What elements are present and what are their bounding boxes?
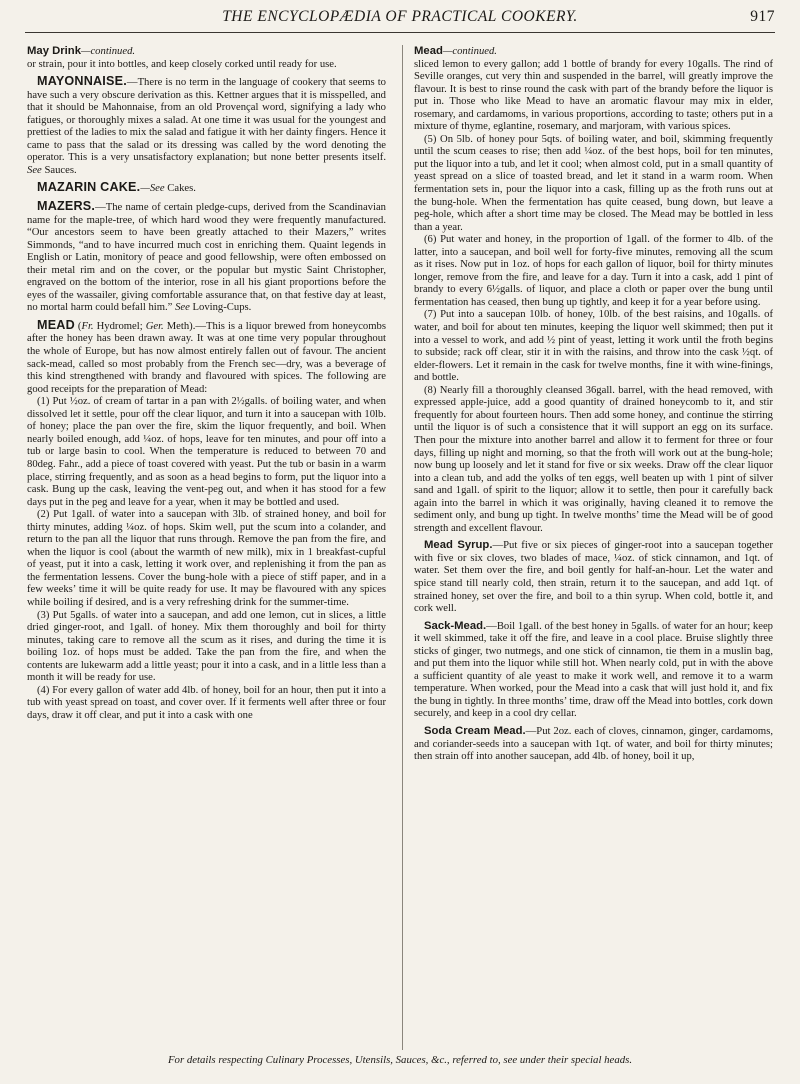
entry-text: —Put five or six pieces of ginger-root into a saucepan together with five or six cloves, two blades of mace, ¼oz. of stick cinnamon, and 1qt. of water. Set them over the fire, and boil gently for half-an-hour. Let the water and spice stand till nearly cold, then strain, return it to the saucepan, and add 1qt. of strained honey, set over the fire, and boil to a thin syrup. When cold, bottle it, and cork well. (414, 540, 773, 615)
cross-reference: Loving-Cups. (192, 302, 252, 314)
two-column-body (27, 45, 774, 1050)
page-footer-note: For details respecting Culinary Processes, Utensils, Sauces, &c., referred to, see under their special heads. (167, 1054, 633, 1066)
recipe-8: (8) Nearly fill a thoroughly cleansed 36gall. barrel, with the head removed, with expressed apple-juice, add a good quantity of drained honeycomb to it, and stir frequently for about fourteen hours. Then add some honey, and continue the stirring until the liquor is of such a consistence that it will support an egg on its surface. Then pour the mixture into another barrel and allow it to ferment for three or four days, filling up night and morning, so that the froth will work out at the bung-hole; now bung up loosely and let it stand for five or six weeks. Draw off the clear liquor into a clean tub, and add the yolks of ten eggs, well beaten up with 1 pint of silver sand and 1gall. of spirit to the liquor; allow it to settle, then pour it carefully back again into the barrel in which it was originally, having cleaned it to remove the sediment only, and bung up tight. In twelve months’ time the Mead will be of good strength and excellent flavour. (414, 384, 773, 534)
entry-heading: MAZERS. (37, 199, 96, 214)
recipe-7: (7) Put into a saucepan 10lb. of honey, 10lb. of the best raisins, and 10galls. of water, and boil for about ten minutes, keeping the liquor well skimmed; then put it into a vessel to work, and add ½ pint of yeast, letting it work until the froth begins to subside; rack off clear, stir it in with the raisins, and throw into the cask ½qt. of elder-flowers. Let it remain in the cask for twelve months, fine it with wine-finings, and bottle. (414, 309, 773, 384)
entry-text: —The name of certain pledge-cups, derived from the Scandinavian name for the maple-tree, of which hard wood they were frequently manufactured. “Our ancestors seem to have been greatly attached to their Mazers,” writes Simmonds, “and to have incurred much cost in enriching them. Quaint legends in English or Latin, monitory of peace and good fellowship, were often embossed on their metal rim and on the cover, or the popular but mystic Saint Christopher, engraved on the bottom of the interior, rose in all his giant proportions before the eyes of the wassailer, giving comfortable assurance that, on that festive day at least, no mortal harm could befall him.” (27, 202, 386, 314)
entry-mead-continued: Mead—continued. sliced lemon to every gallon; add 1 bottle of brandy for every 10galls. The rind of Seville oranges, cut very thin and suspended in the barrel, will greatly improve the flavour. It is best to rinse round the cask with part of the brandy before the liquor is put in. Those who like Mead to have an aromatic flavour may mix in elder, rosemary, and cardamoms, in various proportions, according to taste; others put in a mixture of thyme, eglantine, rosemary, and marjoram, with various spices. (414, 45, 773, 133)
entry-mazarin-cake: MAZARIN CAKE.—See Cakes. (37, 180, 196, 195)
entry-heading: MEAD (37, 317, 75, 332)
entry-heading: Mead (414, 45, 443, 57)
entry-heading: MAYONNAISE. (37, 74, 127, 89)
header-rule (25, 32, 775, 33)
running-header (25, 8, 775, 30)
entry-heading: Sack-Mead. (424, 619, 487, 632)
entry-heading: MAZARIN CAKE. (37, 180, 141, 195)
page-number: 917 (750, 8, 775, 25)
entry-mazers: MAZERS.—The name of certain pledge-cups, derived from the Scandinavian name for the maple-tree, of which hard wood they were frequently manufactured. “Our ancestors seem to have been greatly attached to their Mazers,” writes Simmonds, “and to have incurred much cost in enriching them. Quaint legends in English or Latin, monitory of peace and good fellowship, were often embossed on their metal rim and on the cover, or the popular but mystic Saint Christopher, engraved on the bottom of the interior, rose in all his giant proportions before the eyes of the wassailer, giving comfortable assurance that, on that festive day at least, no mortal harm could befall him.” See Loving-Cups. (27, 199, 386, 314)
cross-reference: Sauces. (44, 164, 77, 176)
entry-text: —Boil 1gall. of the best honey in 5galls. of water for an hour; keep it well skimmed, take it off the fire, and leave in a cool place. Bruise slightly three sticks of ginger, two nutmegs, and one stick of cinnamon, tie them in a muslin bag, and put them into the liquor while still hot. When nearly cold, put in with the above a sufficient quantity of ale yeast to make it work well, and remove it to a warm temperature. When worked, pour the Mead into a cask that will just hold it, and fix the bung in tightly. In three months’ time, draw off the Mead into bottles, cork down securely, and keep in a cool dry cellar. (414, 620, 773, 720)
entry-heading: Mead Syrup. (424, 539, 493, 552)
recipe-4-continued: sliced lemon to every gallon; add 1 bottle of brandy for every 10galls. The rind of Seville oranges, cut very thin and suspended in the barrel, will greatly improve the flavour. It is best to rinse round the cask with part of the brandy before the liquor is put in. Those who like Mead to have an aromatic flavour may mix in elder, rosemary, and cardamoms, in various proportions, according to taste; others put in a mixture of thyme, eglantine, rosemary, and marjoram, with various spices. (414, 58, 773, 133)
recipe-4: (4) For every gallon of water add 4lb. of honey, boil for an hour, then put it into a tub with yeast spread on toast, and cover over. If it ferments well after three or four days, draw it off clear, and put it into a cask with one (27, 684, 386, 721)
entry-text: —Put 2oz. each of cloves, cinnamon, ginger, cardamoms, and coriander-seeds into a saucepan with 1qt. of water, and boil for thirty minutes; then strain off into another saucepan, add 4lb. of honey, boil it up, (414, 725, 773, 763)
recipe-2: (2) Put 1gall. of water into a saucepan with 3lb. of strained honey, and boil for thirty minutes, adding ¼oz. of hops. Skim well, put the scum into a colander, and return to the pan all the liquor that runs through. Remove the pan from the fire, and when the liquor is cool (about the warmth of new milk), mix in 1 breakfast-cupful of yeast, put it into a cask, letting it work over, and replenishing it from the pan as the fermentation lessens. Cover the bung-hole with a piece of stiff paper, and in a few weeks’ time it will be quite ready for use. It may be flavoured with any spices while boiling if desired, and is a very refreshing drink for the summer-time. (27, 509, 386, 608)
recipe-3: (3) Put 5galls. of water into a saucepan, and add one lemon, cut in slices, a little dried ginger-root, and 1gall. of honey. Mix them thoroughly and boil for thirty minutes, taking care to remove all the scum as it rises, and during the time it is boiling 1oz. of hops must be added. Take the pan from the fire, and when the contents are lukewarm add a little yeast; pour it into a cask, and in a little less than a month it will be ready for use. (27, 609, 386, 684)
entry-heading: Soda Cream Mead. (424, 724, 526, 737)
entry-text: —There is no term in the language of cookery that seems to have such a very obscure derivation as this. Kettner argues that it is misspelled, and that it should be Mahonnaise, from an old Provençal word, signifying a lady who fatigues, or thoroughly mixes a salad. At one time it was usual for the youngest and prettiest of the ladies to mix the salad and fatigue it with her dainty fingers. Hence it came to pass that the salad or its dressing was called by the word denoting the operator. This is a very unsatisfactory explanation; but none better presents itself. (27, 77, 386, 164)
entry-mayonnaise: MAYONNAISE.—There is no term in the language of cookery that seems to have such a very obscure derivation as this. Kettner argues that it is misspelled, and that it should be Mahonnaise, from an old Provençal word, signifying a lady who fatigues, or thoroughly mixes a salad. At one time it was usual for the youngest and prettiest of the ladies to mix the salad and fatigue it with her dainty fingers. Hence it came to pass that the salad or its dressing was called by the word denoting the operator. This is a very unsatisfactory explanation; but none better presents itself. See Sauces. (27, 74, 386, 176)
entry-mead: MEAD (Fr. Hydromel; Ger. Meth).—This is a liquor brewed from honeycombs after the honey has been drawn away. It was at one time very popular throughout the whole of Europe, but has now almost entirely fallen out of favour. The ancient sack-mead, called so most probably from the French sec—dry, was a beverage of this kind strengthened with brandy and flavoured with spices. The following are good receipts for the preparation of Mead: (27, 317, 386, 395)
entry-text: or strain, pour it into bottles, and keep closely corked until ready for use. (27, 58, 337, 70)
column-divider (402, 45, 403, 1050)
entry-soda-cream-mead (414, 725, 773, 764)
left-column (27, 45, 386, 1050)
entry-may-drink-continued: May Drink—continued. or strain, pour it into bottles, and keep closely corked until ready for use. (27, 45, 337, 70)
recipe-6: (6) Put water and honey, in the proportion of 1gall. of the former to 4lb. of the latter, into a saucepan, and boil well for forty-five minutes, removing all the scum as it rises. Now put in 1oz. of hops for each gallon of liquor, boil for thirty minutes longer, remove from the fire, and leave for a day. Turn it into a cask, add 1 pint of brandy to every 6½galls. of liquor, and place a cloth or paper over the bung until fermentation has ceased, then bung up tightly, and keep it for a year before using. (414, 234, 773, 308)
recipe-5: (5) On 5lb. of honey pour 5qts. of boiling water, and boil, skimming frequently until the scum ceases to rise; then add ¼oz. of the best hops, boil for ten minutes, put the liquor into a tub, and let it cool; when almost cold, put in a small quantity of yeast spread on a slice of toasted bread, and let it stand in a warm room. When fermentation sets in, pour the liquor into a cask, filling up as the froth runs out at the bung-hole. When the fermentation has quite ceased, bung down, but leave a peg-hole, which after a short time may be closed. The Mead may be bottled in less than a year. (414, 133, 773, 233)
book-title: THE ENCYCLOPÆDIA OF PRACTICAL COOKERY. (222, 8, 578, 25)
entry-text: —This is a liquor brewed from honeycombs after the honey has been drawn away. It was at one time very popular throughout the whole of Europe, but has now almost entirely fallen out of favour. The ancient sack-mead, called so most probably from the French sec—dry, was a beverage of this kind strengthened with brandy and flavoured with spices. The following are good receipts for the preparation of Mead: (27, 320, 386, 395)
entry-mead-syrup (414, 539, 773, 615)
right-column (414, 45, 773, 1050)
cross-reference: Cakes. (167, 183, 196, 195)
entry-heading: May Drink (27, 45, 81, 57)
recipe-1: (1) Put ½oz. of cream of tartar in a pan with 2½galls. of boiling water, and when dissolved let it settle, pour off the clear liquor, and turn it into a saucepan with 10lb. of honey; place the pan over the fire, skim the liquor frequently, and boil. When nearly boiled enough, add ¼oz. of hops, leave for ten minutes, and pour off into a tub or large basin to cool. When the temperature is reduced to between 70 and 80deg. Fahr., add a piece of toast covered with yeast. Put the tub or basin in a warm place, stirring frequently, and as soon as a head begins to form, put the liquor into a cask. Bung up the cask, leaving the vent-peg out, and when it has stood for a few days put in the peg and leave for a year, when it may be bottled and used. (27, 396, 386, 508)
entry-sack-mead (414, 620, 773, 721)
